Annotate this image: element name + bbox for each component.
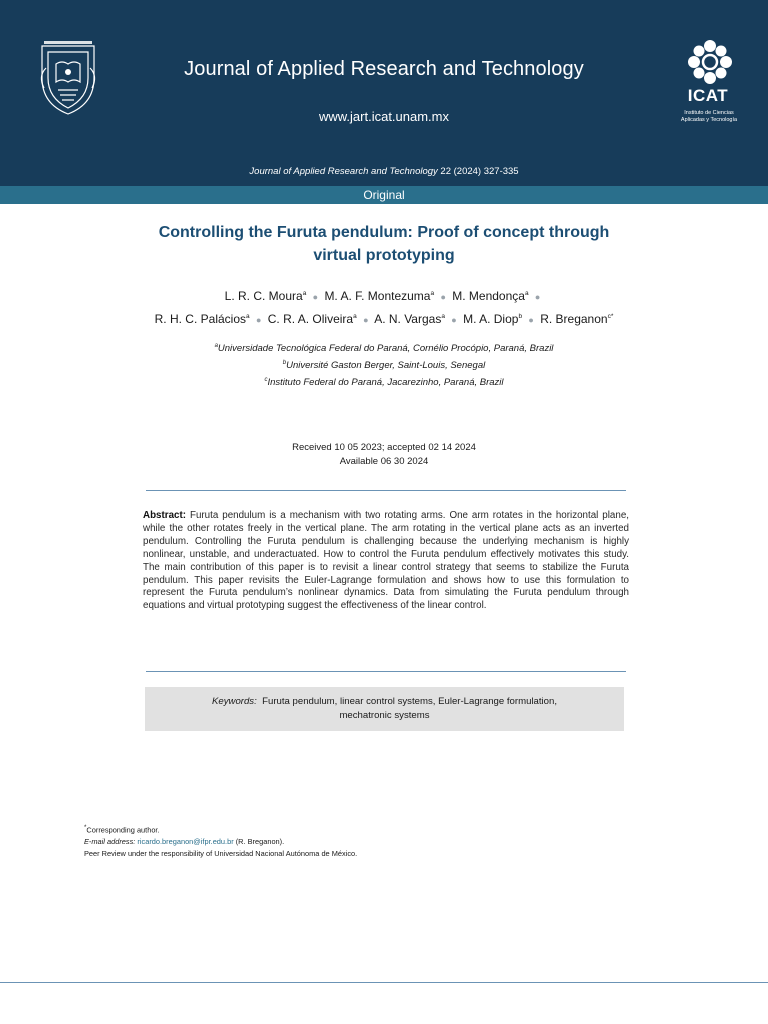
divider-top [146, 490, 626, 491]
author-line-2 [80, 307, 688, 330]
author: L. R. C. Moura$^a$ [224, 289, 307, 303]
article-title-line1: Controlling the Furuta pendulum: Proof of concept through [158, 224, 610, 241]
affiliation: $^a$Universidade Tecnológica Federal do Paraná, Cornélio Procópio, Paraná, Brazil [214, 343, 554, 355]
abstract [143, 510, 629, 613]
corresponding-author-note: *Corresponding author. [84, 824, 160, 835]
keywords-label: Keywords: [211, 696, 257, 707]
article-title-line2: virtual prototyping [313, 247, 455, 264]
author: M. Mendonça$^a$ [452, 289, 529, 303]
affiliation: $^b$Université Gaston Berger, Saint-Louis, Senegal [282, 360, 486, 372]
author: M. A. Diop$^b$ [463, 312, 523, 326]
keywords-line2: mechatronic systems [339, 710, 430, 721]
keywords-list: Furuta pendulum, linear control systems, Euler-Lagrange formulation, [262, 696, 558, 707]
author-separator-icon: ● [451, 315, 457, 325]
author: M. A. F. Montezuma$^a$ [324, 289, 435, 303]
author-separator-icon: ● [312, 292, 319, 302]
author-separator-icon: ● [528, 315, 534, 325]
article-title [110, 221, 658, 267]
received-accepted-date: Received 10 05 2023; accepted 02 14 2024 [292, 442, 476, 453]
email-label: E-mail address: [84, 837, 136, 847]
email-note [84, 836, 584, 848]
email-link[interactable]: ricardo.breganon@ifpr.edu.br [137, 837, 234, 847]
abstract-label: Abstract: [143, 510, 187, 521]
author: A. N. Vargas$^a$ [374, 312, 445, 326]
journal-url-link[interactable]: www.jart.icat.unam.mx [318, 109, 450, 124]
author-list [80, 284, 688, 330]
journal-header [0, 0, 768, 186]
icat-subtitle [668, 110, 750, 124]
article-dates [0, 441, 768, 469]
abstract-text: Furuta pendulum is a mechanism with two rotating arms. One arm rotates in the horizontal plane, while the other rotates freely in the vertical plane. The arm rotating in the vertical plane acts as an inverted pendulum. Controlling the Furuta pendulum is challenging because the underlying mechanism is highly nonlinear, unstable, and underactuated. How to control the Furuta pendulum effectively motivates this study. The main contribution of this paper is to revisit a linear control strategy that seems to stabilize the Furuta pendulum. This paper revisits the Euler-Lagrange formulation and shows how to use this formulation to represent the Furuta pendulum’s nonlinear dynamics. Data from simulating the Furuta pendulum through equations and virtual prototyping suggest the effectiveness of the linear control. [143, 510, 629, 612]
author-separator-icon: ● [440, 292, 446, 302]
affiliations [80, 339, 688, 390]
icat-subtitle-line1: Instituto de Ciencias [684, 110, 734, 116]
keywords-line1 [145, 695, 624, 709]
author-separator-icon: ● [255, 315, 262, 325]
author-line-1 [80, 284, 688, 307]
citation-journal: Journal of Applied Research and Technology [249, 166, 438, 177]
journal-name: Journal of Applied Research and Technology [184, 58, 584, 80]
email-owner: (R. Breganon). [233, 837, 285, 847]
author: R. Breganon$^{c*}$ [540, 312, 614, 326]
author: R. H. C. Palácios$^a$ [154, 312, 250, 326]
article-type-bar: Original [0, 186, 768, 204]
divider-bottom [146, 671, 626, 672]
keywords-box [145, 687, 624, 731]
author: C. R. A. Oliveira$^a$ [267, 312, 357, 326]
citation-line [0, 166, 768, 177]
author-separator-icon: ● [363, 315, 369, 325]
icat-wordmark: ICAT [687, 86, 729, 105]
peer-review-note: Peer Review under the responsibility of Universidad Nacional Autónoma de México. [84, 849, 358, 859]
affiliation: $^c$Instituto Federal do Paraná, Jacarezinho, Paraná, Brazil [264, 377, 504, 389]
footnotes [84, 822, 584, 860]
icat-subtitle-line2: Aplicadas y Tecnología [680, 117, 738, 123]
available-date: Available 06 30 2024 [339, 456, 429, 467]
page-bottom-rule [0, 982, 768, 983]
author-separator-icon: ● [534, 292, 541, 302]
citation-volume-pages: 22 (2024) 327-335 [437, 166, 519, 177]
